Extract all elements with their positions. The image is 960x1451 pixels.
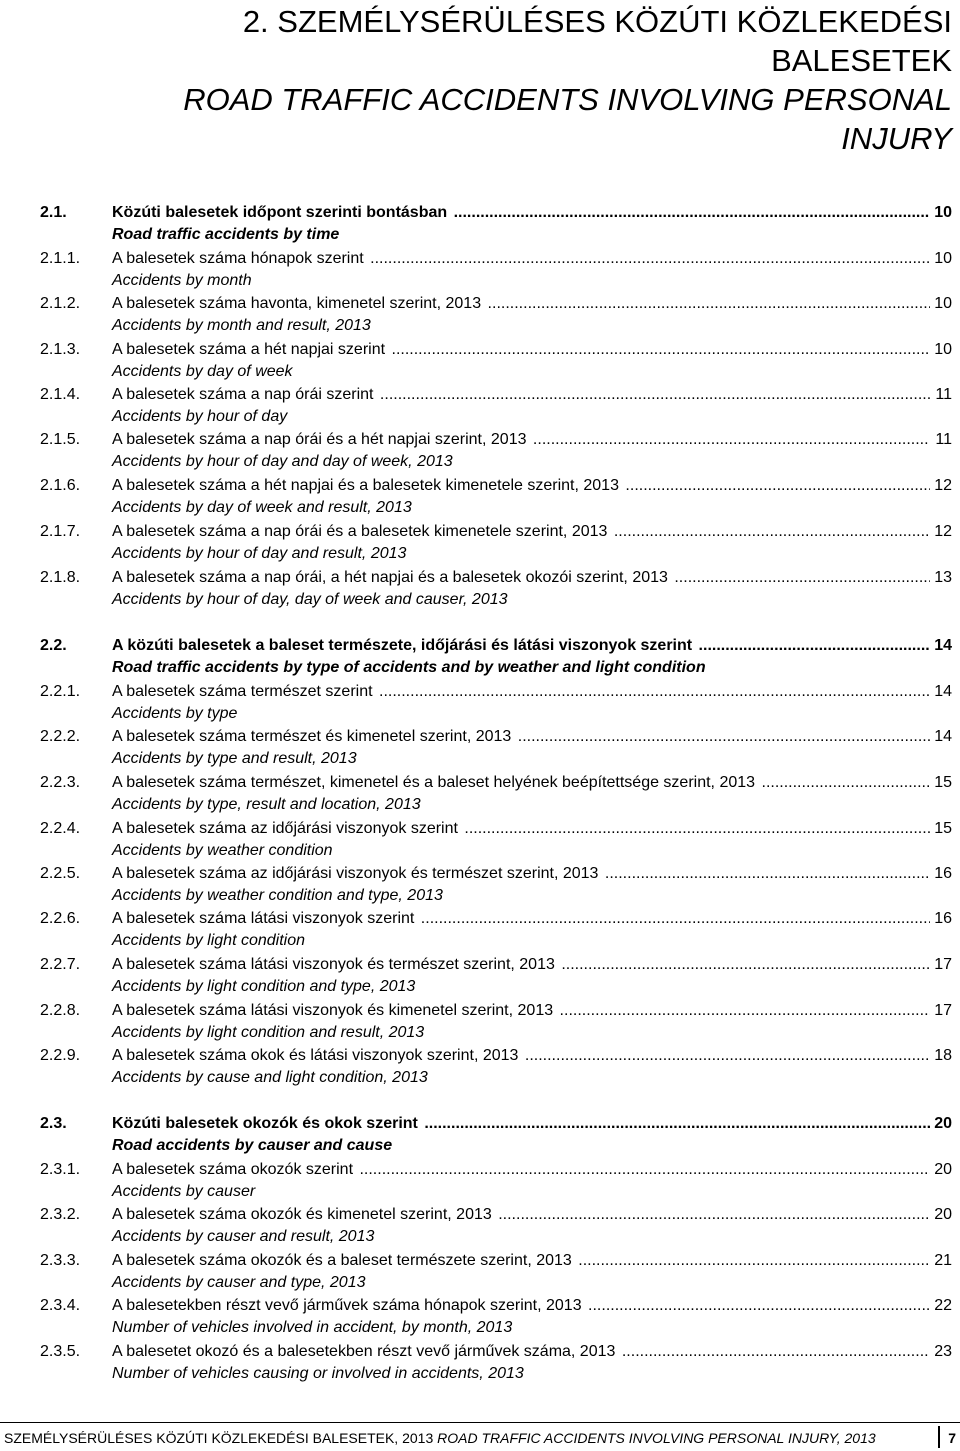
toc-entry-number: 2.1.8. <box>40 569 81 586</box>
toc-entry-leader <box>112 338 930 361</box>
toc-entry-number: 2.1.2. <box>40 295 81 312</box>
toc-entry-page: 20 <box>934 1161 952 1178</box>
toc-entry-page: 12 <box>934 523 952 540</box>
toc-entry[interactable] <box>0 1158 960 1181</box>
toc-entry[interactable] <box>0 247 960 270</box>
toc-entry-title-hu: Közúti balesetek okozók és okok szerint <box>112 1115 418 1132</box>
toc-entry-leader <box>112 771 930 794</box>
toc-entry-leader <box>112 1112 930 1135</box>
toc-entry-page: 10 <box>934 204 952 221</box>
toc-entry-title-en: Road traffic accidents by time <box>112 226 340 243</box>
footer-separator <box>938 1426 940 1448</box>
toc-entry-title-hu: A balesetek száma a hét napjai és a balesetek kimenetele szerint, 2013 <box>112 477 619 494</box>
toc-entry-number: 2.2.2. <box>40 728 81 745</box>
toc-entry-leader <box>112 566 930 589</box>
toc-entry-page: 17 <box>934 1002 952 1019</box>
toc-entry[interactable] <box>0 1340 960 1363</box>
toc-entry-page: 23 <box>934 1343 952 1360</box>
toc-entry-title-hu: A balesetek száma okok és látási viszonyok szerint, 2013 <box>112 1047 519 1064</box>
toc-entry-number: 2.2.6. <box>40 910 81 927</box>
toc-entry-leader <box>112 680 930 703</box>
toc-entry-title-en: Accidents by causer and type, 2013 <box>112 1274 366 1291</box>
toc-entry[interactable] <box>0 383 960 406</box>
toc-entry-title-hu: A balesetek száma természet és kimenetel szerint, 2013 <box>112 728 512 745</box>
toc-entry-title-hu: A balesetek száma havonta, kimenetel szerint, 2013 <box>112 295 482 312</box>
toc-entry[interactable] <box>0 953 960 976</box>
toc-entry-title-hu: A balesetek száma okozók és kimenetel szerint, 2013 <box>112 1206 492 1223</box>
toc-entry-title-hu: A balesetek száma az időjárási viszonyok és természet szerint, 2013 <box>112 865 599 882</box>
toc-entry-title-hu: A balesetek száma látási viszonyok szerint <box>112 910 415 927</box>
toc-entry-title-hu: A balesetek száma a nap órái és a hét napjai szerint, 2013 <box>112 431 527 448</box>
toc-entry-number: 2.2.4. <box>40 820 81 837</box>
toc-entry-page: 16 <box>934 910 952 927</box>
toc-entry-page: 10 <box>934 341 952 358</box>
toc-entry-page: 17 <box>934 956 952 973</box>
page-number: 7 <box>948 1430 956 1446</box>
toc-entry-title-en: Accidents by light condition and type, 2013 <box>112 978 416 995</box>
toc-entry-title-hu: A balesetek száma a nap órái szerint <box>112 386 374 403</box>
toc-entry-leader <box>112 474 930 497</box>
toc-entry-title-hu: A balesetek száma a nap órái és a balesetek kimenetele szerint, 2013 <box>112 523 608 540</box>
toc-entry-title-en: Road accidents by causer and cause <box>112 1137 393 1154</box>
toc-entry-page: 12 <box>934 477 952 494</box>
toc-entry[interactable] <box>0 999 960 1022</box>
toc-entry-number: 2.1.5. <box>40 431 81 448</box>
toc-entry-title-hu: A balesetet okozó és a balesetekben részt vevő járművek száma, 2013 <box>112 1343 616 1360</box>
toc-entry-title-hu: A balesetek száma látási viszonyok és természet szerint, 2013 <box>112 956 555 973</box>
toc-entry-title-hu: A balesetek száma okozók és a baleset természete szerint, 2013 <box>112 1252 572 1269</box>
toc-entry-leader <box>112 1203 930 1226</box>
toc-entry-title-en: Number of vehicles involved in accident, by month, 2013 <box>112 1319 513 1336</box>
toc-entry-title-en: Accidents by hour of day and result, 2013 <box>112 545 407 562</box>
toc-entry-page: 14 <box>934 683 952 700</box>
toc-entry-title-hu: A balesetek száma természet szerint <box>112 683 373 700</box>
toc-entry-page: 18 <box>934 1047 952 1064</box>
toc-entry[interactable] <box>0 428 960 451</box>
toc-entry[interactable] <box>0 1044 960 1067</box>
toc-entry[interactable] <box>0 520 960 543</box>
toc-entry-title-en: Accidents by hour of day, day of week and causer, 2013 <box>112 591 508 608</box>
toc-entry-title-hu: A balesetek száma látási viszonyok és kimenetel szerint, 2013 <box>112 1002 554 1019</box>
title-hu-line-1: 2. SZEMÉLYSÉRÜLÉSES KÖZÚTI KÖZLEKEDÉSI <box>242 4 952 39</box>
toc-entry-title-hu: A közúti balesetek a baleset természete, időjárási és látási viszonyok szerint <box>112 637 693 654</box>
toc-entry-number: 2.3.2. <box>40 1206 81 1223</box>
toc-entry-leader <box>112 292 930 315</box>
toc-entry-page: 11 <box>935 386 952 403</box>
toc-entry[interactable] <box>0 292 960 315</box>
toc-entry-title-en: Accidents by hour of day and day of week, 2013 <box>112 453 453 470</box>
toc-entry-page: 20 <box>934 1206 952 1223</box>
toc-entry-number: 2.1. <box>40 204 67 221</box>
toc-entry-leader <box>112 1158 930 1181</box>
toc-entry-page: 22 <box>934 1297 952 1314</box>
toc-entry-title-hu: A balesetekben részt vevő járművek száma hónapok szerint, 2013 <box>112 1297 582 1314</box>
toc-entry-title-en: Road traffic accidents by type of accidents and by weather and light condition <box>112 659 706 676</box>
footer-hu: SZEMÉLYSÉRÜLÉSES KÖZÚTI KÖZLEKEDÉSI BALESETEK, 2013 <box>4 1430 434 1446</box>
toc-entry-page: 21 <box>934 1252 952 1269</box>
title-en-line-1: ROAD TRAFFIC ACCIDENTS INVOLVING PERSONAL <box>183 82 952 117</box>
toc-entry-title-en: Accidents by day of week <box>112 363 293 380</box>
toc-entry-number: 2.1.3. <box>40 341 81 358</box>
toc-entry-number: 2.2. <box>40 637 67 654</box>
toc-entry-title-en: Number of vehicles causing or involved in accidents, 2013 <box>112 1365 524 1382</box>
footer-divider <box>0 1422 960 1423</box>
toc-entry-leader <box>112 1249 930 1272</box>
toc-entry[interactable] <box>0 201 960 224</box>
toc-entry-number: 2.1.4. <box>40 386 81 403</box>
toc-entry[interactable] <box>0 1203 960 1226</box>
toc-entry-number: 2.3. <box>40 1115 67 1132</box>
toc-entry-title-hu: A balesetek száma az időjárási viszonyok szerint <box>112 820 458 837</box>
toc-entry[interactable] <box>0 771 960 794</box>
toc-entry-leader <box>112 953 930 976</box>
toc-entry-title-en: Accidents by hour of day <box>112 408 288 425</box>
toc-entry-leader <box>112 201 930 224</box>
toc-entry-title-hu: A balesetek száma okozók szerint <box>112 1161 354 1178</box>
toc-entry-title-en: Accidents by month and result, 2013 <box>112 317 371 334</box>
toc-entry-page: 11 <box>935 431 952 448</box>
toc-entry-number: 2.2.8. <box>40 1002 81 1019</box>
toc-entry-page: 20 <box>934 1115 952 1132</box>
toc-entry-page: 10 <box>934 295 952 312</box>
toc-entry-leader <box>112 428 930 451</box>
toc-entry[interactable] <box>0 725 960 748</box>
toc-entry-title-en: Accidents by light condition <box>112 932 305 949</box>
toc-entry-number: 2.3.4. <box>40 1297 81 1314</box>
toc-entry-title-hu: Közúti balesetek időpont szerinti bontásban <box>112 204 448 221</box>
toc-entry-leader <box>112 725 930 748</box>
footer-en: ROAD TRAFFIC ACCIDENTS INVOLVING PERSONAL INJURY, 2013 <box>437 1430 876 1446</box>
toc-entry-number: 2.2.9. <box>40 1047 81 1064</box>
toc-entry-leader <box>112 862 930 885</box>
toc-entry-title-en: Accidents by type and result, 2013 <box>112 750 357 767</box>
toc-entry-title-en: Accidents by weather condition and type, 2013 <box>112 887 443 904</box>
toc-entry-number: 2.1.6. <box>40 477 81 494</box>
toc-entry-page: 14 <box>934 728 952 745</box>
toc-entry-number: 2.1.7. <box>40 523 81 540</box>
toc-entry[interactable] <box>0 680 960 703</box>
toc-entry-leader <box>112 1294 930 1317</box>
toc-entry-leader <box>112 383 930 406</box>
toc-entry-number: 2.3.1. <box>40 1161 81 1178</box>
toc-entry-title-en: Accidents by causer and result, 2013 <box>112 1228 375 1245</box>
toc-entry-title-hu: A balesetek száma a nap órái, a hét napjai és a balesetek okozói szerint, 2013 <box>112 569 668 586</box>
toc-entry-page: 13 <box>934 569 952 586</box>
toc-entry-leader <box>112 520 930 543</box>
toc-entry[interactable] <box>0 474 960 497</box>
toc-entry-leader <box>112 247 930 270</box>
toc-entry[interactable] <box>0 338 960 361</box>
toc-entry-page: 15 <box>934 774 952 791</box>
toc-entry[interactable] <box>0 1249 960 1272</box>
toc-entry-leader <box>112 907 930 930</box>
toc-entry[interactable] <box>0 1112 960 1135</box>
toc-entry-page: 14 <box>934 637 952 654</box>
toc-entry-title-en: Accidents by type, result and location, 2013 <box>112 796 421 813</box>
toc-entry[interactable] <box>0 1294 960 1317</box>
toc-entry-title-hu: A balesetek száma természet, kimenetel és a baleset helyének beépítettsége szerint, 2013 <box>112 774 756 791</box>
footer-text <box>4 1428 876 1448</box>
toc-entry-number: 2.3.3. <box>40 1252 81 1269</box>
toc-entry-page: 16 <box>934 865 952 882</box>
toc-entry[interactable] <box>0 634 960 657</box>
title-en-line-2: INJURY <box>841 121 952 156</box>
toc-entry-number: 2.2.7. <box>40 956 81 973</box>
toc-entry-number: 2.2.5. <box>40 865 81 882</box>
toc-entry-title-en: Accidents by cause and light condition, 2013 <box>112 1069 428 1086</box>
toc-entry-leader <box>112 1340 930 1363</box>
toc-entry-page: 10 <box>934 250 952 267</box>
toc-entry-title-en: Accidents by type <box>112 705 238 722</box>
toc-entry-title-en: Accidents by light condition and result, 2013 <box>112 1024 425 1041</box>
toc-entry-number: 2.2.1. <box>40 683 81 700</box>
toc-entry-leader <box>112 999 930 1022</box>
toc-entry[interactable] <box>0 566 960 589</box>
toc-entry-page: 15 <box>934 820 952 837</box>
toc-entry-title-hu: A balesetek száma a hét napjai szerint <box>112 341 386 358</box>
title-hu-line-2: BALESETEK <box>771 43 952 78</box>
toc-entry[interactable] <box>0 907 960 930</box>
toc-entry-number: 2.3.5. <box>40 1343 81 1360</box>
toc-entry-title-hu: A balesetek száma hónapok szerint <box>112 250 364 267</box>
page-footer <box>0 1428 960 1450</box>
toc-entry-title-en: Accidents by weather condition <box>112 842 333 859</box>
toc-entry-title-en: Accidents by month <box>112 272 252 289</box>
toc-entry-number: 2.1.1. <box>40 250 81 267</box>
toc-entry-title-en: Accidents by causer <box>112 1183 256 1200</box>
toc-entry-title-en: Accidents by day of week and result, 2013 <box>112 499 412 516</box>
toc-entry-leader <box>112 634 930 657</box>
toc-entry-leader <box>112 817 930 840</box>
toc-entry[interactable] <box>0 862 960 885</box>
toc-entry[interactable] <box>0 817 960 840</box>
toc-entry-leader <box>112 1044 930 1067</box>
toc-entry-number: 2.2.3. <box>40 774 81 791</box>
